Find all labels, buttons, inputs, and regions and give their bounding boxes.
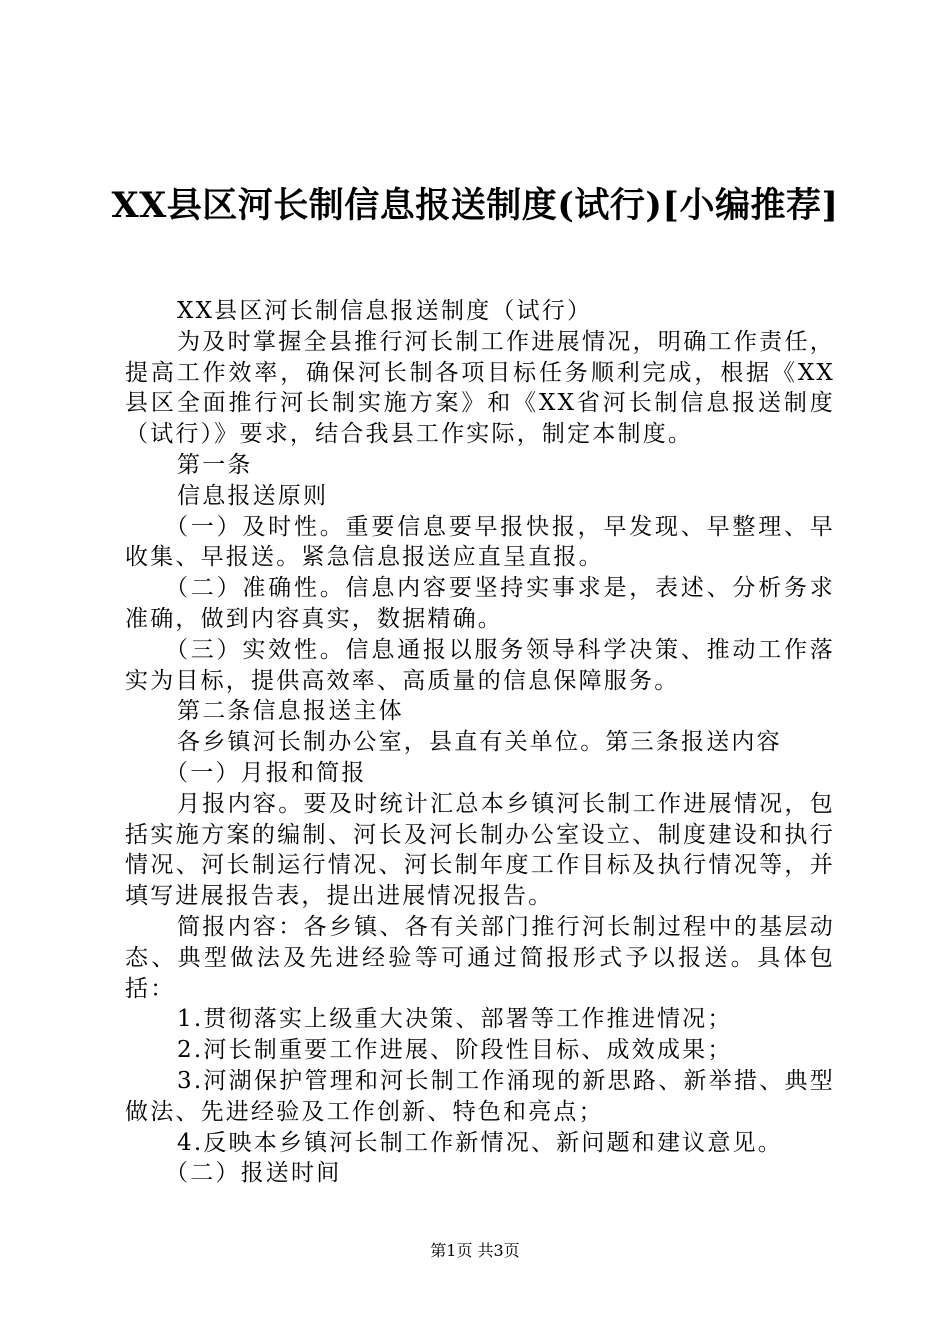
- paragraph: （一）及时性。重要信息要早报快报，早发现、早整理、早收集、早报送。紧急信息报送应直呈直报。: [125, 513, 835, 571]
- document-title: XX县区河长制信息报送制度(试行)[小编推荐]: [111, 185, 839, 226]
- paragraph: （二）准确性。信息内容要坚持实事求是，表述、分析务求准确，做到内容真实，数据精确。: [125, 575, 835, 632]
- paragraph: 简报内容：各乡镇、各有关部门推行河长制过程中的基层动态、典型做法及先进经验等可通过简报形式予以报送。具体包括：: [125, 913, 835, 1002]
- paragraph: （二）报送时间: [165, 1160, 342, 1187]
- paragraph: 第二条信息报送主体: [177, 698, 404, 725]
- paragraph: 4.反映本乡镇河长制工作新情况、新问题和建议意见。: [177, 1129, 783, 1156]
- paragraph: 2.河长制重要工作进展、阶段性目标、成效成果；: [177, 1037, 733, 1064]
- paragraph: 信息报送原则: [177, 482, 329, 509]
- page-footer: 第1页 共3页: [430, 1241, 520, 1260]
- paragraph: 各乡镇河长制办公室，县直有关单位。第三条报送内容: [177, 729, 782, 756]
- paragraph: 第一条: [177, 451, 253, 478]
- paragraph: 为及时掌握全县推行河长制工作进展情况，明确工作责任，提高工作效率，确保河长制各项目标任务顺利完成，根据《XX县区全面推行河长制实施方案》和《XX省河长制信息报送制度（试行）》要求，结合我县工作实际，制定本制度。: [125, 328, 835, 448]
- paragraph: （一）月报和简报: [165, 759, 367, 786]
- paragraph: （三）实效性。信息通报以服务领导科学决策、推动工作落实为目标，提供高效率、高质量的信息保障服务。: [125, 636, 835, 694]
- paragraph: 月报内容。要及时统计汇总本乡镇河长制工作进展情况，包括实施方案的编制、河长及河长制办公室设立、制度建设和执行情况、河长制运行情况、河长制年度工作目标及执行情况等，并填写进展报告表，提出进展情况报告。: [125, 790, 835, 910]
- paragraph: 3.河湖保护管理和河长制工作涌现的新思路、新举措、典型做法、先进经验及工作创新、特色和亮点；: [125, 1067, 835, 1125]
- paragraph: XX县区河长制信息报送制度（试行）: [177, 298, 593, 324]
- paragraph: 1.贯彻落实上级重大决策、部署等工作推进情况；: [177, 1006, 733, 1033]
- document-body: [125, 296, 835, 1189]
